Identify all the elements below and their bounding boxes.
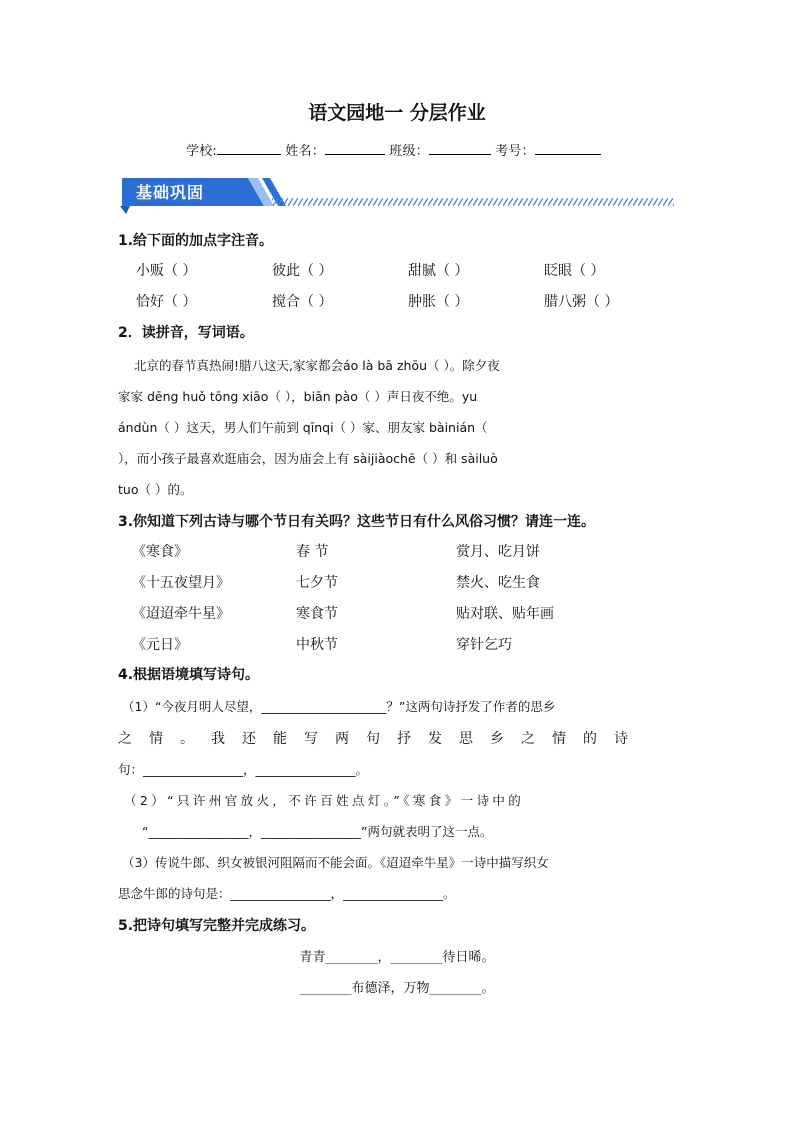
q4-line: 句：________________，________________。 [118,762,369,777]
q3-festival[interactable]: 春 节 [296,544,329,560]
q4-line: “________________，________________”两句就表明了这一点。 [142,824,493,839]
q2-heading: 2．读拼音，写词语。 [118,325,254,341]
q3-poem[interactable]: 《迢迢牵牛星》 [132,606,230,622]
q5-poem-line: ________布德泽，万物________。 [299,981,495,996]
q3-custom[interactable]: 贴对联、贴年画 [456,606,554,622]
q3-poem[interactable]: 《元日》 [132,637,188,653]
q3-poem[interactable]: 《十五夜望月》 [132,575,230,591]
q1-item: 小贩（ ） [136,263,197,279]
q2-line: tuo（ ）的。 [118,482,193,497]
page-title: 语文园地一 分层作业 [308,102,486,124]
q2-line: ），而小孩子最喜欢逛庙会，因为庙会上有 sàijiàochē（ ）和 sàiluò [118,451,498,466]
q5-poem-line: 青青________，________待日晞。 [299,950,495,965]
q2-line: ándùn（ ）这天，男人们午前到 qīnqi（ ）家、朋友家 bàinián（ [118,420,488,435]
q1-item: 搅合（ ） [272,294,333,310]
q3-custom[interactable]: 穿针乞巧 [456,637,512,653]
q3-custom[interactable]: 禁火、吃生食 [456,575,540,591]
q4-line: （1）“今夜月明人尽望，____________________？”这两句诗抒发了作者的思乡 [122,699,556,714]
class-blank[interactable] [429,141,491,155]
q1-item: 甜腻（ ） [408,263,469,279]
q1-item: 腊八粥（ ） [544,294,619,310]
q2-line: 家家 dēng huǒ tōng xiāo（ ），biān pào（ ）声日夜不绝。yu [118,389,478,404]
q4-line: 之情。我还能写两句抒发思乡之情的诗 [118,731,645,747]
q1-heading: 1.给下面的加点字注音。 [118,233,274,249]
banner-hatch-line [272,198,674,206]
q4-line: （3）传说牛郎、织女被银河阻隔而不能会面。《迢迢牵牛星》一诗中描写织女 [122,855,549,870]
q3-festival[interactable]: 寒食节 [296,606,338,622]
q3-festival[interactable]: 中秋节 [296,637,338,653]
q4-line: 思念牛郎的诗句是：________________，________________。 [118,886,456,901]
exam-no-label: 考号： [495,144,535,159]
class-label: 班级： [389,144,429,159]
q1-item: 肿胀（ ） [408,294,469,310]
section-title: 基础巩固 [136,183,205,202]
school-label: 学校: [186,144,217,159]
q5-heading: 5.把诗句填写完整并完成练习。 [118,918,316,934]
exam-no-blank[interactable] [535,141,601,155]
q1-item: 彼此（ ） [272,263,333,279]
q1-item: 眨眼（ ） [544,263,605,279]
q3-heading: 3.你知道下列古诗与哪个节日有关吗？这些节日有什么风俗习惯？请连一连。 [118,514,596,530]
name-blank[interactable] [325,141,385,155]
q4-line: （2）“只许州官放火，不许百姓点灯。”《寒食》一诗中的 [124,793,525,808]
q4-heading: 4.根据语境填写诗句。 [118,667,260,683]
q2-line: 北京的春节真热闹!腊八这天,家家都会áo là bā zhōu（ ）。除夕夜 [134,358,500,373]
banner-fold [120,206,130,214]
q3-poem[interactable]: 《寒食》 [132,544,188,560]
q3-festival[interactable]: 七夕节 [296,575,338,591]
q1-item: 恰好（ ） [136,294,197,310]
q3-custom[interactable]: 赏月、吃月饼 [456,544,540,560]
student-info-row [186,140,601,159]
name-label: 姓名： [285,144,325,159]
school-blank[interactable] [217,141,281,155]
